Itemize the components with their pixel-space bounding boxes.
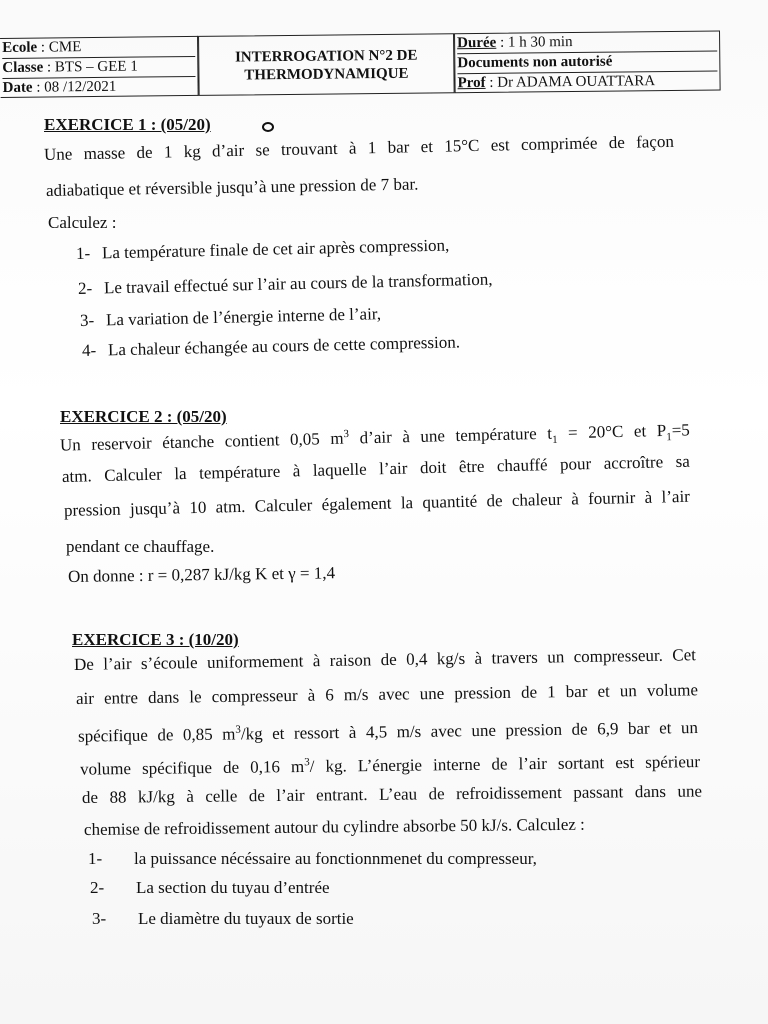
ex1-item-3 xyxy=(80,303,382,332)
date-row xyxy=(2,77,195,98)
ex1-title: EXERCICE 1 : (05/20) xyxy=(44,115,211,134)
prof-label: Prof xyxy=(457,74,486,92)
header-info-left xyxy=(0,36,199,98)
exam-title-line1: INTERROGATION N°2 DE xyxy=(234,47,418,66)
ex3-line6: chemise de refroidissement autour du cylindre absorbe 50 kJ/s. Calculez : xyxy=(83,814,585,839)
ex1-item-2-text: Le travail effectué sur l’air au cours de la transformation, xyxy=(103,269,493,298)
classe-label: Classe xyxy=(2,59,44,76)
ecole-label: Ecole xyxy=(2,39,38,56)
ex3-line3-sup: 3 xyxy=(235,723,241,736)
ex3-line4 xyxy=(80,746,700,780)
ex2-line1-b: d’air à une température t xyxy=(348,423,553,448)
ex3-item-3-text: Le diamètre du tuyaux de sortie xyxy=(138,909,354,928)
ex1-item-1-number: 1- xyxy=(75,243,91,263)
header-title-cell xyxy=(198,33,455,96)
ex2-title: EXERCICE 2 : (05/20) xyxy=(60,407,227,426)
ex1-item-4-text: La chaleur échangée au cours de cette compression. xyxy=(107,332,461,360)
ex1-item-1 xyxy=(76,235,450,265)
ecole-row xyxy=(2,37,195,59)
classe-value: : BTS – GEE 1 xyxy=(46,58,138,76)
ex1-item-2-number: 2- xyxy=(77,278,93,298)
ex3-title: EXERCICE 3 : (10/20) xyxy=(72,630,239,649)
ex1-item-3-text: La variation de l’énergie interne de l’air, xyxy=(105,304,382,330)
ex2-line1-c: = 20°C et P xyxy=(557,420,667,443)
date-value: : 08 /12/2021 xyxy=(36,78,117,96)
ex3-item-3-number: 3- xyxy=(92,909,107,928)
duree-row xyxy=(457,31,717,54)
ex3-item-1 xyxy=(88,848,537,870)
exam-title-line2: THERMODYNAMIQUE xyxy=(244,65,409,84)
exam-header xyxy=(0,26,723,98)
ex3-item-1-number: 1- xyxy=(88,849,103,868)
ex3-line3 xyxy=(78,712,698,747)
ex1-item-2 xyxy=(78,269,493,300)
ex2-line1-sub1: 1 xyxy=(551,433,558,447)
exam-title xyxy=(199,46,453,85)
ex3-item-3 xyxy=(92,908,354,930)
ex2-line2: atm. Calculer la température à laquelle l’air doit être chauffé pour accroître sa xyxy=(61,451,691,486)
date-label: Date xyxy=(2,79,33,96)
ex1-item-3-number: 3- xyxy=(79,310,95,330)
classe-row xyxy=(2,57,195,79)
ex1-paragraph-line2: adiabatique et réversible jusqu’à une pression de 7 bar. xyxy=(45,174,419,200)
ex3-line5: de 88 kJ/kg à celle de l’air entrant. L’eau de refroidissement passant dans une xyxy=(81,781,703,807)
ex3-item-2-text: La section du tuyau d’entrée xyxy=(136,878,330,897)
ex1-item-4 xyxy=(82,331,461,362)
ex3-line3-a: spécifique de 0,85 m xyxy=(77,724,236,746)
ex3-line4-b: / kg. L’énergie interne de l’air sortant est spérieur xyxy=(309,752,701,776)
duree-label: Durée xyxy=(457,34,497,52)
ex3-line4-a: volume spécifique de 0,16 m xyxy=(79,756,305,779)
ex3-line4-sup: 3 xyxy=(304,756,310,769)
ex3-line1: De l’air s’écoule uniformement à raison de 0,4 kg/s à travers un compresseur. Cet xyxy=(73,645,697,674)
ex2-line1-a: Un reservoir étanche contient 0,05 m xyxy=(59,428,344,455)
ex2-line3: pression jusqu’à 10 atm. Calculer également la quantité de chaleur à fournir à l’air xyxy=(63,486,691,520)
bullet-mark-icon xyxy=(262,122,274,132)
prof-row xyxy=(457,71,717,93)
ex3-item-1-text: la puissance nécéssaire au fonctionnmenet du compresseur, xyxy=(134,849,537,868)
ex2-line1-sup: 3 xyxy=(343,427,350,441)
ecole-value: : CME xyxy=(40,39,82,56)
duree-value: : 1 h 30 min xyxy=(499,34,573,51)
prof-value: : Dr ADAMA OUATTARA xyxy=(489,73,656,91)
ex2-line1-sub2: 1 xyxy=(666,431,673,444)
ex3-line2: air entre dans le compresseur à 6 m/s avec une pression de 1 bar et un volume xyxy=(75,680,699,708)
ex3-line3-b: /kg et ressort à 4,5 m/s avec une pression de 6,9 bar et un xyxy=(240,718,699,744)
ex2-line1-d: =5 xyxy=(671,420,691,440)
ex3-item-2 xyxy=(90,877,330,899)
ex2-line5: On donne : r = 0,287 kJ/kg K et γ = 1,4 xyxy=(67,563,336,586)
ex1-paragraph-line1: Une masse de 1 kg d’air se trouvant à 1 bar et 15°C est comprimée de façon xyxy=(43,131,675,164)
header-info-right xyxy=(454,30,721,93)
ex3-item-2-number: 2- xyxy=(90,878,105,897)
ex1-calculez: Calculez : xyxy=(48,213,117,232)
documents-row: Documents non autorisé xyxy=(457,51,717,74)
ex2-line4: pendant ce chauffage. xyxy=(66,537,215,556)
ex1-item-1-text: La température finale de cet air après compression, xyxy=(101,235,450,263)
ex1-item-4-number: 4- xyxy=(81,340,97,360)
